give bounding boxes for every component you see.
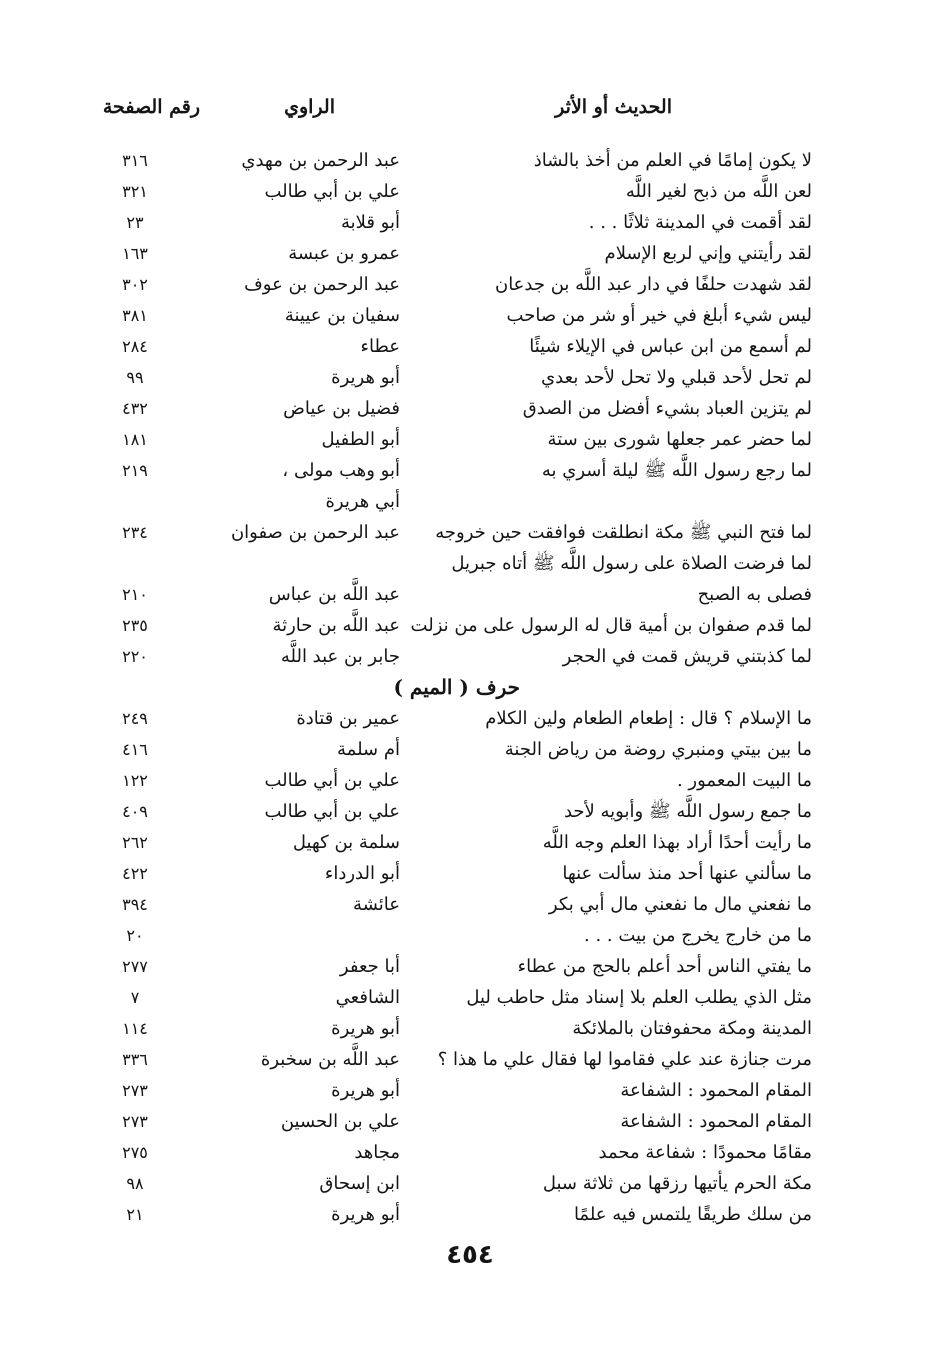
page-number: ٤٣٢ — [122, 399, 148, 418]
page-number: ١١٤ — [122, 1019, 148, 1038]
narrator-name: أبو الطفيل — [321, 429, 400, 450]
hadith-text: لما حضر عمر جعلها شورى بين ستة — [547, 429, 812, 450]
hadith-text: لعن اللَّه من ذبح لغير اللَّه — [625, 181, 812, 202]
page-number: ١٨١ — [122, 430, 148, 449]
table-row — [0, 641, 940, 672]
narrator-name: أبو هريرة — [331, 1204, 400, 1225]
page-number: ٢٣ — [126, 213, 144, 232]
hadith-text: مقامًا محمودًا : شفاعة محمد — [598, 1142, 812, 1163]
table-row — [0, 145, 940, 176]
table-row — [0, 238, 940, 269]
page-number: ٣٢١ — [122, 182, 148, 201]
table-row — [0, 207, 940, 238]
table-row — [0, 517, 940, 548]
page-number: ٤١٦ — [122, 740, 148, 759]
hadith-text: مرت جنازة عند علي فقاموا لها فقال علي ما هذا ؟ — [437, 1049, 812, 1070]
hadith-text: لا يكون إمامًا في العلم من أخذ بالشاذ — [533, 150, 812, 171]
narrator-name: عبد الرحمن بن مهدي — [241, 150, 400, 171]
page-number: ٣٠٢ — [122, 275, 148, 294]
table-row — [0, 889, 940, 920]
narrator-name: عائشة — [353, 894, 400, 915]
hadith-text: مكة الحرم يأتيها رزقها من ثلاثة سبل — [542, 1173, 812, 1194]
table-row — [0, 734, 940, 765]
narrator-name: عبد الرحمن بن صفوان — [230, 522, 400, 543]
narrator-name: عمير بن قتادة — [296, 708, 400, 729]
table-row — [0, 920, 940, 951]
narrator-name: عمرو بن عبسة — [288, 243, 400, 264]
narrator-name: أبي هريرة — [325, 491, 400, 512]
narrator-name: عبد اللَّه بن عباس — [268, 584, 400, 605]
hadith-text: ما البيت المعمور . — [676, 770, 812, 791]
table-row — [0, 1106, 940, 1137]
narrator-name: أبو الدرداء — [324, 863, 400, 884]
hadith-text: ما جمع رسول اللَّه ﷺ وأبويه لأحد — [563, 801, 812, 822]
narrator-name: عطاء — [360, 336, 400, 357]
table-row — [0, 1075, 940, 1106]
hadith-text: لما كذبتني قريش قمت في الحجر — [562, 646, 812, 667]
page-number: ٣١٦ — [122, 151, 148, 170]
hadith-text: لما قدم صفوان بن أمية قال له الرسول على من نزلت — [410, 615, 812, 636]
narrator-name: فضيل بن عياض — [283, 398, 400, 419]
narrator-name: عبد الرحمن بن عوف — [244, 274, 400, 295]
table-row — [0, 486, 940, 517]
table-row — [0, 424, 940, 455]
table-row — [0, 1168, 940, 1199]
table-row — [0, 1013, 940, 1044]
hadith-text: لم يتزين العباد بشيء أفضل من الصدق — [522, 398, 812, 419]
table-row — [0, 1137, 940, 1168]
table-row — [0, 858, 940, 889]
table-row — [0, 548, 940, 579]
table-row — [0, 176, 940, 207]
hadith-text: ما الإسلام ؟ قال : إطعام الطعام ولين الكلام — [485, 708, 812, 729]
narrator-name: سفيان بن عيينة — [284, 305, 400, 326]
table-row — [0, 362, 940, 393]
narrator-column-header: الراوي — [284, 96, 335, 118]
narrator-name: علي بن أبي طالب — [264, 801, 400, 822]
hadith-text: ما بين بيتي ومنبري روضة من رياض الجنة — [504, 739, 812, 760]
page-number: ٩٨ — [126, 1174, 144, 1193]
narrator-name: علي بن أبي طالب — [264, 770, 400, 791]
hadith-column-header: الحديث أو الأثر — [555, 96, 672, 118]
page-number: ٩٩ — [126, 368, 144, 387]
hadith-text: لقد شهدت حلفًا في دار عبد اللَّه بن جدعان — [494, 274, 812, 295]
narrator-name: أبو هريرة — [331, 1080, 400, 1101]
page-number: ٣٨١ — [122, 306, 148, 325]
narrator-name: عبد اللَّه بن حارثة — [272, 615, 400, 636]
hadith-text: من سلك طريقًا يلتمس فيه علمًا — [573, 1204, 812, 1225]
page-number: ١٢٢ — [122, 771, 148, 790]
page-number: ٢١٠ — [122, 585, 148, 604]
table-row — [0, 1199, 940, 1230]
narrator-name: أبا جعفر — [339, 956, 400, 977]
hadith-text: لم أسمع من ابن عباس في الإيلاء شيئًا — [529, 336, 812, 357]
table-row — [0, 765, 940, 796]
narrator-name: علي بن الحسين — [280, 1111, 400, 1132]
narrator-name: جابر بن عبد اللَّه — [280, 646, 400, 667]
hadith-text: ما رأيت أحدًا أراد بهذا العلم وجه اللَّه — [542, 832, 812, 853]
narrator-name: أبو هريرة — [331, 367, 400, 388]
table-row — [0, 827, 940, 858]
page-number: ٣٩٤ — [122, 895, 148, 914]
page-number: ٧ — [130, 988, 140, 1007]
hadith-text: لما رجع رسول اللَّه ﷺ ليلة أسري به — [541, 460, 812, 481]
table-row — [0, 300, 940, 331]
page-number: ٢٧٧ — [122, 957, 148, 976]
narrator-name: أم سلمة — [337, 739, 400, 760]
hadith-text: المقام المحمود : الشفاعة — [620, 1080, 812, 1101]
index-table — [0, 145, 940, 1230]
page-number: ٤٠٩ — [122, 802, 148, 821]
page-number: ٢١٩ — [122, 461, 148, 480]
hadith-text: لم تحل لأحد قبلي ولا تحل لأحد بعدي — [541, 367, 812, 388]
section-heading — [0, 672, 940, 703]
page-number: ٢١ — [126, 1205, 144, 1224]
hadith-text: لقد أقمت في المدينة ثلاثًا . . . — [588, 212, 812, 233]
table-row — [0, 331, 940, 362]
hadith-text: المدينة ومكة محفوفتان بالملائكة — [572, 1018, 812, 1039]
page-number: ٢٨٤ — [122, 337, 148, 356]
narrator-name: سلمة بن كهيل — [292, 832, 400, 853]
page-folio: ٤٥٤ — [446, 1240, 494, 1270]
table-row — [0, 579, 940, 610]
narrator-name: أبو وهب مولى ، — [282, 460, 400, 481]
page-number-column-header: رقم الصفحة — [102, 96, 200, 118]
narrator-name: علي بن أبي طالب — [264, 181, 400, 202]
page-number: ٢٤٩ — [122, 709, 148, 728]
page-number: ٢٣٤ — [122, 523, 148, 542]
hadith-text: لقد رأيتني وإني لربع الإسلام — [604, 243, 812, 264]
hadith-text: ما من خارج يخرج من بيت . . . — [584, 925, 812, 946]
hadith-text: المقام المحمود : الشفاعة — [620, 1111, 812, 1132]
narrator-name: أبو هريرة — [331, 1018, 400, 1039]
page-number: ٤٢٢ — [122, 864, 148, 883]
table-row — [0, 269, 940, 300]
page-number: ٢٦٢ — [122, 833, 148, 852]
narrator-name: أبو قلابة — [340, 212, 400, 233]
section-title: حرف ( الميم ) — [393, 675, 520, 699]
narrator-name: الشافعي — [335, 987, 400, 1008]
hadith-text: مثل الذي يطلب العلم بلا إسناد مثل حاطب ليل — [466, 987, 812, 1008]
page-number: ١٦٣ — [122, 244, 148, 263]
table-row — [0, 610, 940, 641]
page-number: ٢٧٣ — [122, 1112, 148, 1131]
table-row — [0, 951, 940, 982]
table-row — [0, 982, 940, 1013]
hadith-text: فصلى به الصبح — [697, 584, 812, 605]
table-row — [0, 1044, 940, 1075]
table-row — [0, 703, 940, 734]
hadith-text: لما فتح النبي ﷺ مكة انطلقت فوافقت حين خروجه — [435, 522, 812, 543]
hadith-text: ما يفتي الناس أحد أعلم بالحج من عطاء — [517, 956, 812, 977]
page-number: ٣٣٦ — [122, 1050, 148, 1069]
narrator-name: عبد اللَّه بن سخبرة — [260, 1049, 400, 1070]
hadith-text: لما فرضت الصلاة على رسول اللَّه ﷺ أتاه جبريل — [451, 553, 812, 574]
table-header — [0, 96, 940, 130]
hadith-text: ليس شيء أبلغ في خير أو شر من صاحب — [506, 305, 812, 326]
table-row — [0, 455, 940, 486]
table-row — [0, 393, 940, 424]
hadith-text: ما نفعني مال ما نفعني مال أبي بكر — [548, 894, 812, 915]
narrator-name: ابن إسحاق — [319, 1173, 400, 1194]
page-number: ٢٢٠ — [122, 647, 148, 666]
narrator-name: مجاهد — [354, 1142, 400, 1163]
table-row — [0, 796, 940, 827]
page-number: ٢٣٥ — [122, 616, 148, 635]
page-number: ٢٧٣ — [122, 1081, 148, 1100]
page-number: ٢٠ — [126, 926, 144, 945]
page-number: ٢٧٥ — [122, 1143, 148, 1162]
hadith-text: ما سألني عنها أحد منذ سألت عنها — [562, 863, 812, 884]
